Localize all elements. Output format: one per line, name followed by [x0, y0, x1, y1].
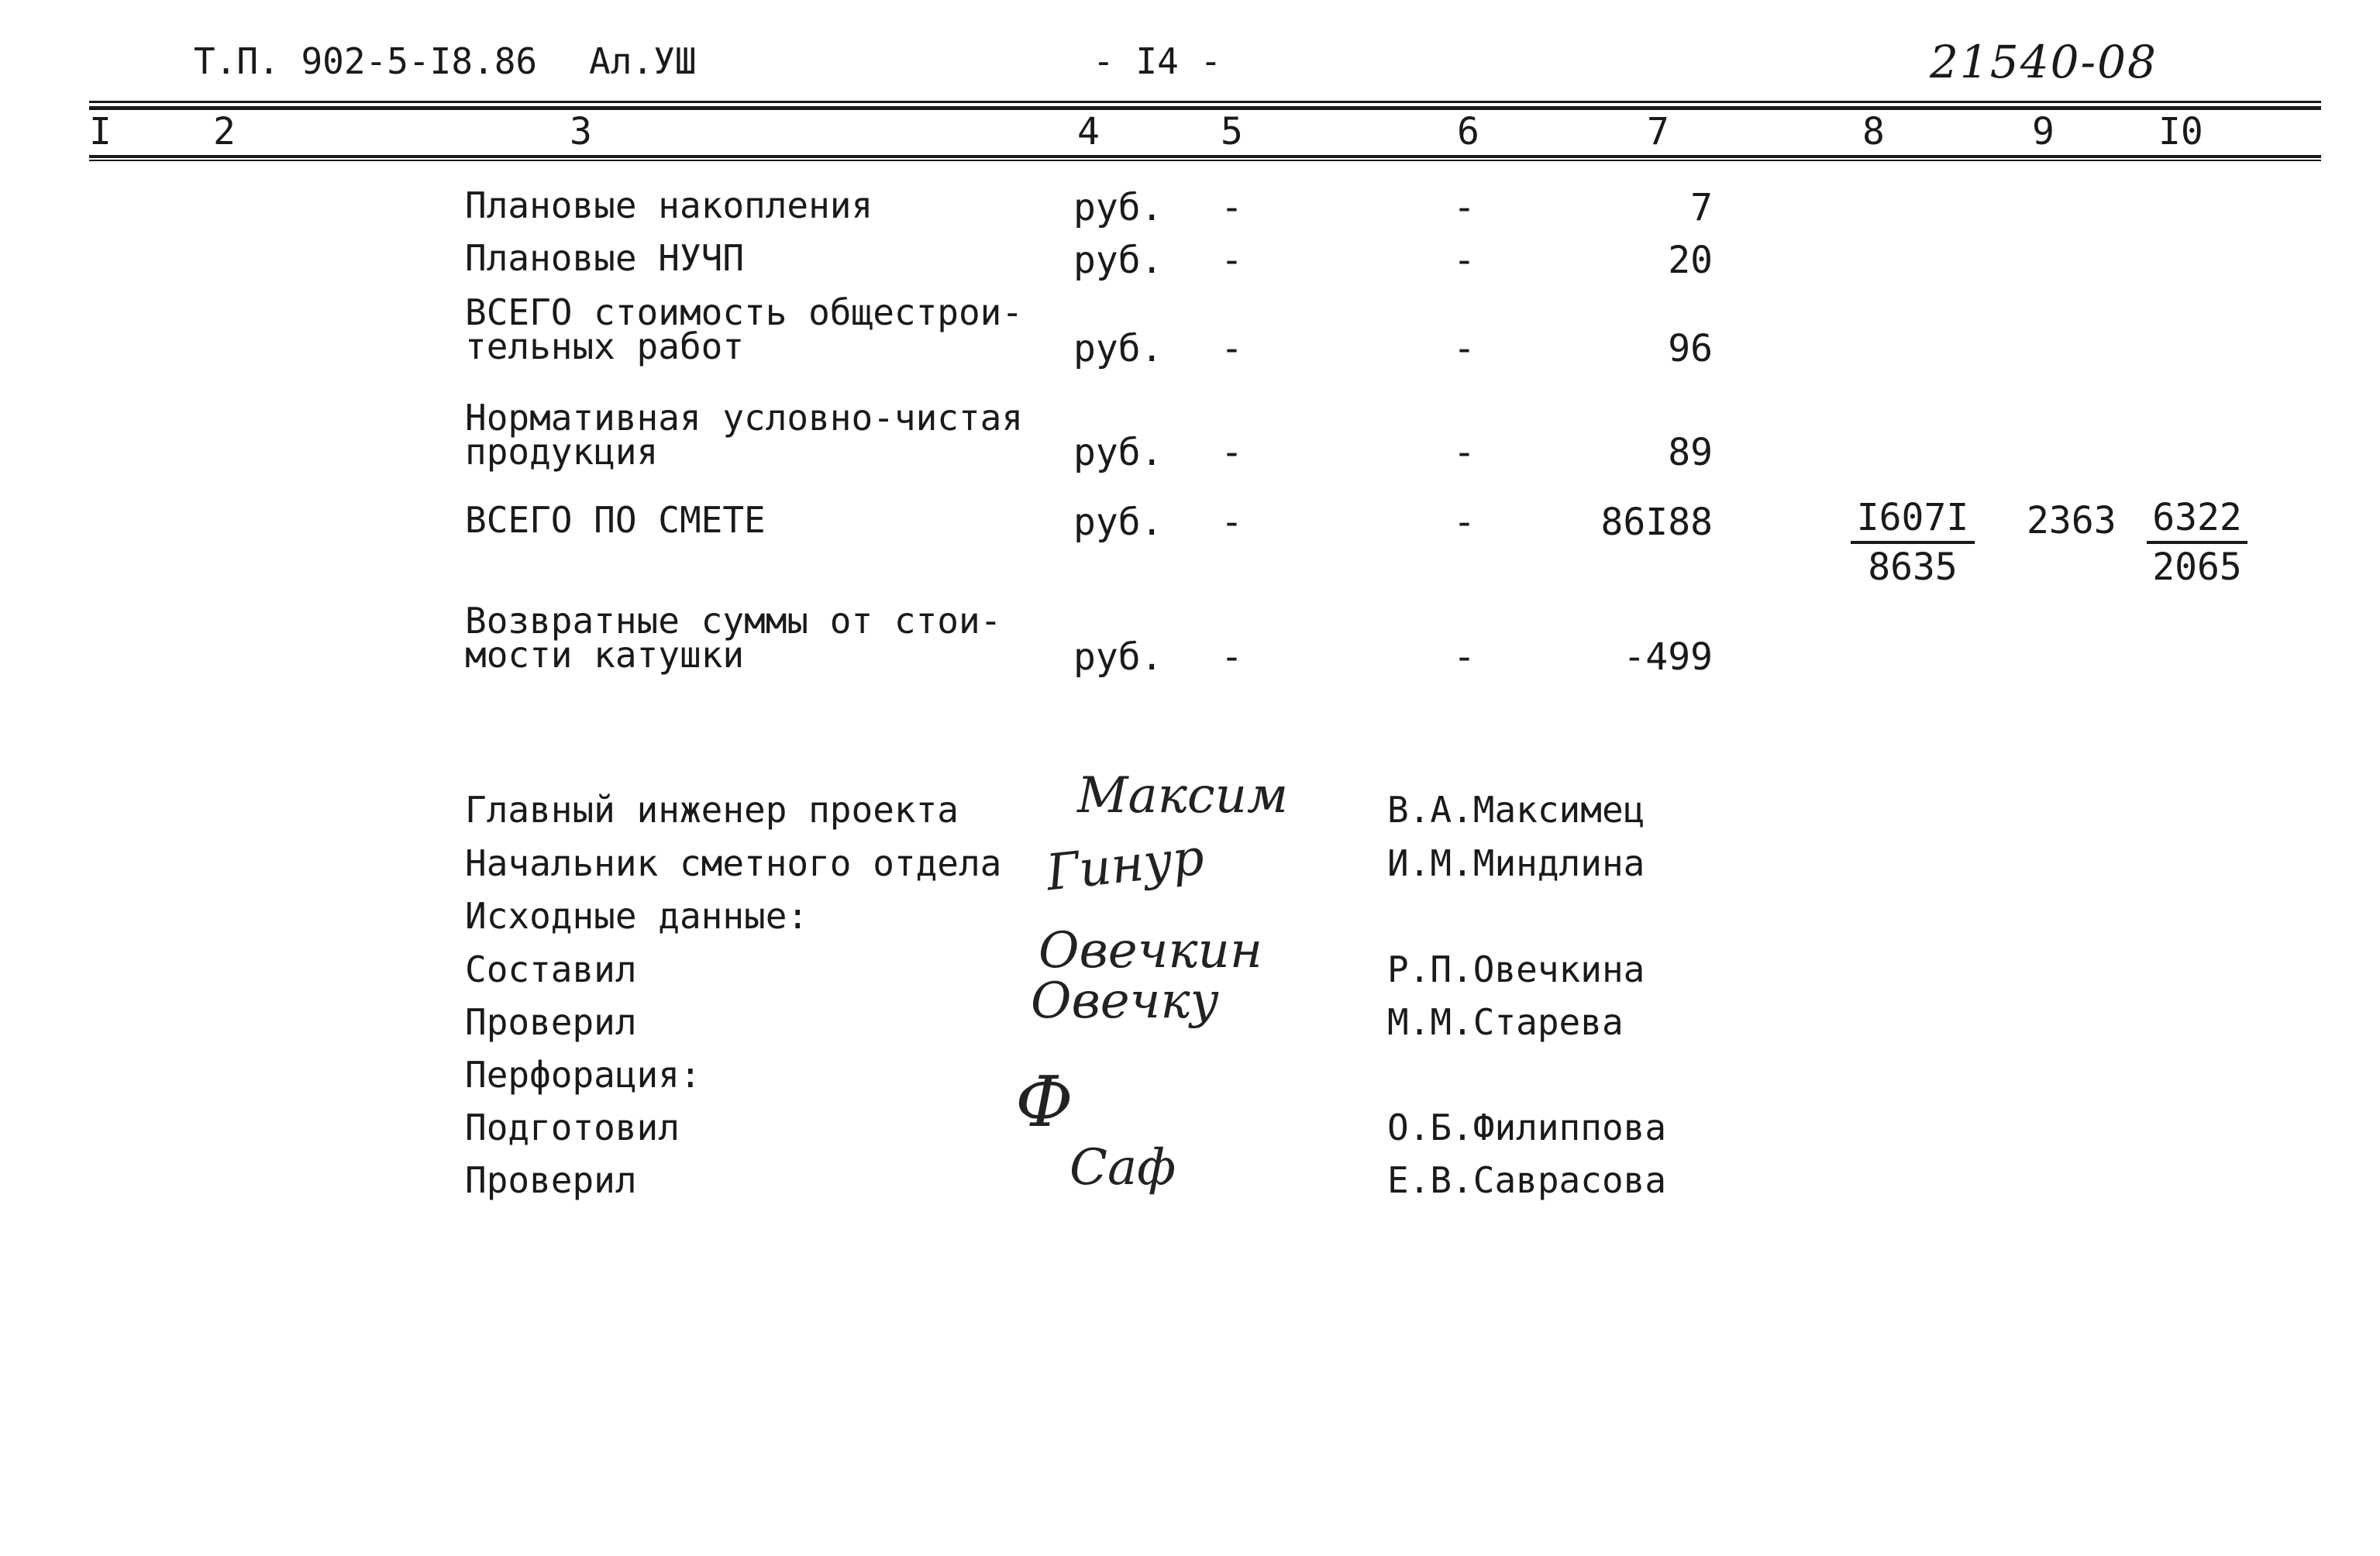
signature-role: Исходные данные: — [465, 895, 809, 937]
row-col6: - — [1453, 186, 1476, 229]
row-col7: 96 — [1668, 327, 1713, 370]
signatory-name: И.М.Миндлина — [1387, 842, 1645, 884]
row-col9: 2363 — [2027, 499, 2117, 542]
handwritten-signature: Овечкин — [1038, 922, 1262, 979]
row-unit: руб. — [1073, 431, 1163, 474]
column-header-9: 9 — [2032, 110, 2055, 153]
row-col6: - — [1453, 239, 1476, 282]
handwritten-signature: Максим — [1077, 767, 1289, 824]
header-rule-bottom — [89, 155, 2321, 158]
column-header-3: 3 — [570, 110, 592, 153]
signature-role: Подготовил — [465, 1107, 680, 1148]
inventory-number: 21540-08 — [1930, 36, 2158, 88]
row-unit: руб. — [1073, 501, 1163, 544]
column-header-2: 2 — [213, 110, 236, 153]
document-code: Т.П. 902-5-I8.86 — [194, 40, 538, 82]
row-unit: руб. — [1073, 327, 1163, 370]
column-header-6: 6 — [1457, 110, 1479, 153]
column-header-10: I0 — [2158, 110, 2203, 153]
row-col5: - — [1221, 501, 1243, 544]
row-col7: 86I88 — [1600, 501, 1713, 544]
page-number: - I4 - — [1093, 40, 1222, 82]
header-rule-top-thin — [89, 101, 2321, 103]
row-col6: - — [1453, 501, 1476, 544]
row-description: ВСЕГО ПО СМЕТЕ — [465, 499, 766, 541]
handwritten-signature: Овечку — [1031, 972, 1219, 1030]
row-description-line1: Нормативная условно-чистая — [465, 397, 1024, 439]
column-header-5: 5 — [1221, 110, 1243, 153]
signatory-name: М.М.Старева — [1387, 1001, 1624, 1043]
signatory-name: Р.П.Овечкина — [1387, 948, 1645, 990]
row-description: Плановые НУЧП — [465, 237, 745, 279]
signature-role: Проверил — [465, 1001, 637, 1043]
row-col5: - — [1221, 186, 1243, 229]
row-description-line2: продукция — [465, 431, 659, 473]
row-col5: - — [1221, 239, 1243, 282]
row-col7: 7 — [1690, 186, 1713, 229]
row-col6: - — [1453, 327, 1476, 370]
signatory-name: О.Б.Филиппова — [1387, 1107, 1667, 1148]
row-unit: руб. — [1073, 239, 1163, 282]
album-label: Ал.УШ — [589, 40, 697, 82]
handwritten-signature: Саф — [1069, 1139, 1176, 1196]
column-header-7: 7 — [1647, 110, 1669, 153]
signature-role: Начальник сметного отдела — [465, 842, 1002, 884]
row-col7: -499 — [1623, 635, 1713, 679]
row-col8-fraction — [1851, 496, 1975, 590]
row-col5: - — [1221, 635, 1243, 679]
row-col5: - — [1221, 431, 1243, 474]
signature-role: Перфорация: — [465, 1054, 701, 1096]
row-col10-fraction — [2147, 496, 2247, 590]
col10-denominator: 2065 — [2152, 546, 2242, 589]
row-description-line2: мости катушки — [465, 634, 745, 676]
row-unit: руб. — [1073, 635, 1163, 679]
column-header-8: 8 — [1862, 110, 1885, 153]
col8-numerator: I607I — [1851, 496, 1975, 544]
header-rule-bottom-thin — [89, 160, 2321, 161]
signature-role: Главный инженер проекта — [465, 789, 959, 831]
row-description: Плановые накопления — [465, 184, 873, 226]
column-header-1: I — [89, 110, 112, 153]
signature-role: Проверил — [465, 1159, 637, 1201]
handwritten-signature: Ф — [1015, 1062, 1073, 1143]
row-col7: 89 — [1668, 431, 1713, 474]
row-description-line2: тельных работ — [465, 325, 745, 367]
signature-role: Составил — [465, 948, 637, 990]
handwritten-signature: Гинур — [1043, 828, 1207, 903]
row-unit: руб. — [1073, 186, 1163, 229]
row-description-line1: Возвратные суммы от стои- — [465, 600, 1002, 642]
header-rule-top — [89, 106, 2321, 110]
column-header-4: 4 — [1077, 110, 1100, 153]
signatory-name: Е.В.Саврасова — [1387, 1159, 1667, 1201]
col10-numerator: 6322 — [2147, 496, 2247, 544]
row-col7: 20 — [1668, 239, 1713, 282]
signatory-name: В.А.Максимец — [1387, 789, 1645, 831]
col8-denominator: 8635 — [1868, 546, 1958, 589]
row-col5: - — [1221, 327, 1243, 370]
row-col6: - — [1453, 431, 1476, 474]
row-description-line1: ВСЕГО стоимость общестрои- — [465, 291, 1024, 333]
row-col6: - — [1453, 635, 1476, 679]
